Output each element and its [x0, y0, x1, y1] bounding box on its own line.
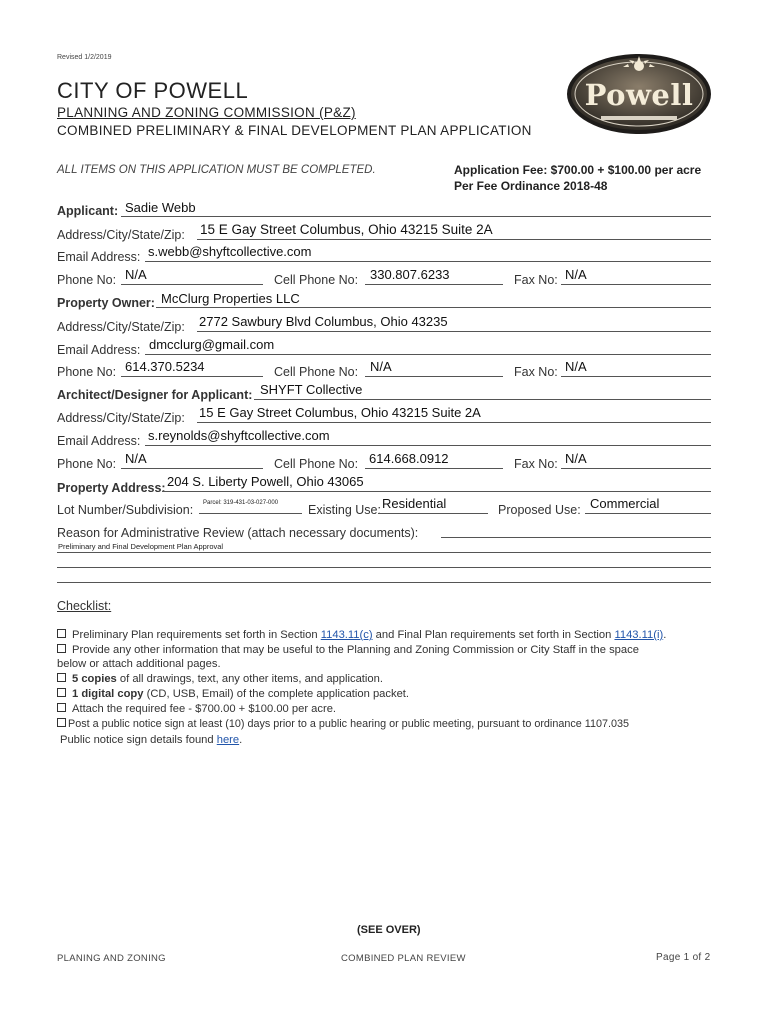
section-1143-11i-link[interactable]: 1143.11(i)	[614, 629, 664, 641]
owner-fax-label: Fax No:	[514, 365, 558, 379]
owner-cell-label: Cell Phone No:	[274, 365, 359, 379]
owner-fax-field[interactable]: N/A	[565, 359, 587, 374]
owner-email-label: Email Address:	[57, 343, 141, 357]
footer-left: PLANING AND ZONING	[57, 953, 166, 964]
checkbox-digital-copy[interactable]	[57, 688, 66, 697]
reason-field[interactable]: Preliminary and Final Development Plan Approval	[58, 542, 224, 551]
checklist-item-copies: 5 copies of all drawings, text, any other items, and application.	[57, 672, 383, 686]
architect-fax-label: Fax No:	[514, 457, 558, 471]
owner-cell-field[interactable]: N/A	[370, 359, 392, 374]
owner-address-field[interactable]: 2772 Sawbury Blvd Columbus, Ohio 43235	[199, 314, 448, 329]
checkbox-fee[interactable]	[57, 703, 66, 712]
lot-label: Lot Number/Subdivision:	[57, 503, 194, 517]
applicant-cell-field[interactable]: 330.807.6233	[370, 267, 450, 282]
owner-name-field[interactable]: McClurg Properties LLC	[161, 291, 300, 306]
applicant-phone-label: Phone No:	[57, 273, 117, 287]
checklist-item-fee: Attach the required fee - $700.00 + $100.00 per acre.	[57, 702, 336, 716]
checklist-item-other-info-cont: below or attach additional pages.	[57, 658, 221, 670]
architect-fax-field[interactable]: N/A	[565, 451, 587, 466]
completion-notice: ALL ITEMS ON THIS APPLICATION MUST BE COMPLETED.	[57, 164, 376, 176]
owner-label: Property Owner:	[57, 296, 155, 310]
applicant-fax-field[interactable]: N/A	[565, 267, 587, 282]
logo-banner	[601, 116, 677, 120]
applicant-email-label: Email Address:	[57, 250, 141, 264]
checklist-heading: Checklist:	[57, 599, 112, 613]
architect-email-label: Email Address:	[57, 434, 141, 448]
applicant-cell-label: Cell Phone No:	[274, 273, 359, 287]
applicant-phone-field[interactable]: N/A	[125, 267, 147, 282]
property-address-field[interactable]: 204 S. Liberty Powell, Ohio 43065	[167, 474, 364, 489]
footer-center: COMBINED PLAN REVIEW	[341, 953, 466, 964]
architect-cell-field[interactable]: 614.668.0912	[369, 451, 449, 466]
architect-address-field[interactable]: 15 E Gay Street Columbus, Ohio 43215 Suite 2A	[199, 405, 481, 420]
architect-phone-label: Phone No:	[57, 457, 117, 471]
checkbox-copies[interactable]	[57, 673, 66, 682]
see-over-note: (SEE OVER)	[357, 924, 421, 936]
checkbox-plan-requirements[interactable]	[57, 629, 66, 638]
property-address-label: Property Address:	[57, 481, 166, 495]
owner-phone-field[interactable]: 614.370.5234	[125, 359, 205, 374]
checklist-item-sign-details: Public notice sign details found here.	[60, 734, 243, 746]
architect-name-field[interactable]: SHYFT Collective	[260, 382, 363, 397]
architect-cell-label: Cell Phone No:	[274, 457, 359, 471]
architect-address-label: Address/City/State/Zip:	[57, 411, 185, 425]
owner-email-field[interactable]: dmcclurg@gmail.com	[149, 337, 275, 352]
checklist-item-public-notice: Post a public notice sign at least (10) days prior to a public hearing or public meeting, pursuant to ordinance 1107.035	[57, 717, 629, 731]
owner-phone-label: Phone No:	[57, 365, 117, 379]
proposed-use-label: Proposed Use:	[498, 503, 581, 517]
checklist-item-plan-requirements: Preliminary Plan requirements set forth in Section 1143.11(c) and Final Plan requirements set forth in Section 1143.11(i).	[57, 628, 666, 642]
existing-use-field[interactable]: Residential	[382, 496, 447, 511]
applicant-fax-label: Fax No:	[514, 273, 558, 287]
architect-phone-field[interactable]: N/A	[125, 451, 147, 466]
checkbox-other-info[interactable]	[57, 644, 66, 653]
architect-email-field[interactable]: s.reynolds@shyftcollective.com	[148, 428, 330, 443]
city-title: CITY OF POWELL	[57, 78, 249, 103]
powell-logo	[565, 52, 713, 136]
checklist-item-digital-copy: 1 digital copy (CD, USB, Email) of the complete application packet.	[57, 687, 409, 701]
form-title: COMBINED PRELIMINARY & FINAL DEVELOPMENT PLAN APPLICATION	[57, 123, 532, 138]
applicant-address-label: Address/City/State/Zip:	[57, 228, 185, 242]
fee-line-1: Application Fee: $700.00 + $100.00 per acre	[454, 163, 702, 177]
section-1143-11c-link[interactable]: 1143.11(c)	[320, 629, 373, 641]
fee-line-2: Per Fee Ordinance 2018-48	[454, 179, 608, 193]
sign-details-link[interactable]: here	[216, 734, 240, 746]
owner-address-label: Address/City/State/Zip:	[57, 320, 185, 334]
applicant-email-field[interactable]: s.webb@shyftcollective.com	[148, 244, 312, 259]
lot-field[interactable]: Parcel: 319-431-03-027-000	[203, 500, 279, 506]
commission-title: PLANNING AND ZONING COMMISSION (P&Z)	[57, 105, 356, 120]
logo-text: Powell	[584, 78, 694, 112]
checklist-item-other-info: Provide any other information that may be useful to the Planning and Zoning Commission or City Staff in the space	[57, 643, 639, 657]
checkbox-public-notice[interactable]	[57, 718, 66, 727]
existing-use-label: Existing Use:	[308, 503, 381, 517]
revised-date: Revised 1/2/2019	[57, 54, 112, 61]
applicant-label: Applicant:	[57, 204, 119, 218]
reason-label: Reason for Administrative Review (attach necessary documents):	[57, 526, 419, 540]
page-number: Page 1 of 2	[656, 952, 711, 963]
proposed-use-field[interactable]: Commercial	[590, 496, 660, 511]
architect-label: Architect/Designer for Applicant:	[57, 388, 253, 402]
applicant-name-field[interactable]: Sadie Webb	[125, 200, 196, 215]
applicant-address-field[interactable]: 15 E Gay Street Columbus, Ohio 43215 Suite 2A	[200, 222, 493, 237]
